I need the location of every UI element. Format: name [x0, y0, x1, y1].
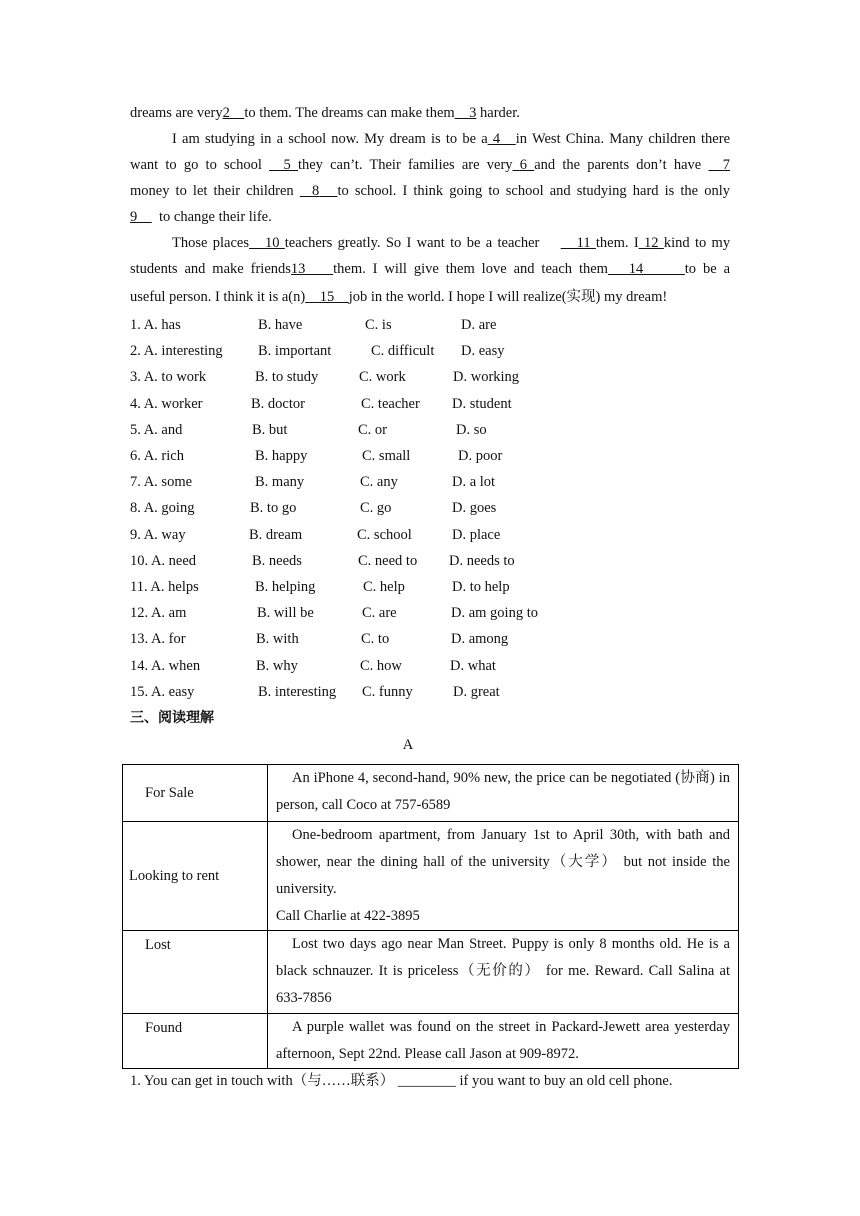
option-d[interactable]: D. place	[452, 526, 501, 543]
option-d[interactable]: D. easy	[461, 343, 505, 360]
option-d[interactable]: D. poor	[458, 448, 503, 464]
passage-text: harder.	[476, 105, 520, 121]
blank-10: 10	[264, 235, 280, 251]
blank-12: 12	[644, 235, 659, 251]
option-b[interactable]: B. to study	[255, 369, 319, 386]
blank-2: 2	[222, 105, 230, 121]
option-a[interactable]: 8. A. going	[130, 500, 195, 517]
blank-7: 7	[722, 157, 731, 173]
option-c[interactable]: C. any	[360, 474, 398, 491]
option-d[interactable]: D. goes	[452, 500, 497, 517]
ads-table	[122, 764, 739, 1069]
option-c[interactable]: C. go	[360, 500, 392, 517]
option-c[interactable]: C. how	[360, 657, 402, 674]
passage-line	[130, 100, 730, 126]
option-c[interactable]: C. or	[358, 421, 387, 438]
option-d[interactable]: D. am going to	[451, 605, 538, 622]
option-a[interactable]: 6. A. rich	[130, 448, 184, 464]
table-row	[123, 931, 739, 1014]
ad-category: For Sale	[123, 765, 268, 822]
passage-line: Those places 10 teachers greatly. So I want to be a teacher 11 them. I 12 kind to my	[172, 235, 731, 251]
option-a[interactable]: 2. A. interesting	[130, 343, 223, 360]
option-a[interactable]: 7. A. some	[130, 474, 193, 491]
option-b[interactable]: B. doctor	[251, 395, 305, 412]
passage-line: I am studying in a school now. My dream is to be a 4 in West China. Many children there	[172, 131, 731, 147]
ad-category: Looking to rent	[123, 822, 268, 931]
option-d[interactable]: D. student	[452, 395, 512, 412]
option-c[interactable]: C. difficult	[371, 343, 435, 360]
passage-text: to them. The dreams can make them	[244, 105, 455, 121]
table-row	[123, 822, 739, 931]
option-a[interactable]: 13. A. for	[130, 631, 186, 648]
option-b[interactable]: B. why	[256, 657, 298, 674]
option-a[interactable]: 12. A. am	[130, 605, 187, 622]
section-heading: 三、阅读理解	[130, 710, 214, 726]
option-b[interactable]: B. but	[252, 421, 288, 438]
option-b[interactable]: B. happy	[255, 448, 308, 464]
blank-8: 8	[311, 183, 320, 199]
ad-category: Found	[123, 1014, 268, 1069]
ad-description: Lost two days ago near Man Street. Puppy is only 8 months old. He is a black schnauzer. It is priceless（无价的） for me. Reward. Call Salina at 633-7856	[268, 931, 739, 1014]
option-a[interactable]: 1. A. has	[130, 317, 181, 333]
table-row	[123, 1014, 739, 1069]
option-d[interactable]: D. a lot	[452, 474, 496, 491]
option-c[interactable]: C. funny	[362, 683, 413, 700]
option-b[interactable]: B. needs	[252, 552, 302, 569]
option-b[interactable]: B. important	[258, 343, 332, 360]
option-c[interactable]: C. to	[361, 631, 390, 648]
option-a[interactable]: 5. A. and	[130, 421, 183, 438]
option-d[interactable]: D. so	[456, 421, 487, 438]
option-a[interactable]: 3. A. to work	[130, 369, 207, 386]
option-b[interactable]: B. helping	[255, 579, 316, 595]
blank-13: 13	[290, 261, 306, 277]
blank-11: 11	[576, 235, 591, 251]
blank-9: 9	[130, 209, 138, 225]
blank-4: 4	[492, 131, 501, 147]
ad-description: An iPhone 4, second-hand, 90% new, the price can be negotiated (协商) in person, call Coco at 757-6589	[268, 765, 739, 822]
option-a[interactable]: 14. A. when	[130, 657, 201, 674]
option-d[interactable]: D. needs to	[449, 552, 515, 569]
blank-6: 6	[519, 157, 527, 173]
option-d[interactable]: D. great	[453, 683, 500, 700]
option-b[interactable]: B. with	[256, 631, 299, 648]
ad-category: Lost	[123, 931, 268, 1014]
option-a[interactable]: 11. A. helps	[130, 579, 199, 595]
blank-15: 15	[319, 289, 335, 305]
option-a[interactable]: 9. A. way	[130, 526, 186, 543]
reading-question-1: 1. You can get in touch with（与……联系） ________ if you want to buy an old cell phone.	[130, 1073, 673, 1089]
option-d[interactable]: D. are	[461, 317, 497, 333]
passage-line: want to go to school 5 they can’t. Their families are very 6 and the parents don’t have 7	[130, 157, 731, 173]
option-b[interactable]: B. have	[258, 317, 303, 333]
option-c[interactable]: C. help	[363, 579, 405, 595]
passage-line: students and make friends13 them. I will give them love and teach them 14 to be a	[130, 261, 731, 277]
option-c[interactable]: C. school	[357, 526, 412, 543]
option-a[interactable]: 15. A. easy	[130, 683, 195, 700]
option-a[interactable]: 4. A. worker	[130, 395, 203, 412]
passage-line: money to let their children 8 to school. I think going to school and studying hard is the only	[130, 183, 730, 199]
option-d[interactable]: D. to help	[452, 579, 510, 595]
option-b[interactable]: B. will be	[257, 605, 314, 622]
option-b[interactable]: B. interesting	[258, 683, 337, 700]
option-c[interactable]: C. small	[362, 448, 411, 464]
option-c[interactable]: C. work	[359, 369, 406, 386]
ad-description: One-bedroom apartment, from January 1st to April 30th, with bath and shower, near the dining hall of the university（大学） but not inside the university. Call Charlie at 422-3895	[268, 822, 739, 931]
option-c[interactable]: C. are	[362, 605, 397, 622]
option-d[interactable]: D. working	[453, 369, 520, 386]
answer-blank: ________	[397, 1073, 456, 1089]
passage-line: useful person. I think it is a(n) 15 job in the world. I hope I will realize(实现) my dream!	[130, 289, 668, 305]
option-b[interactable]: B. many	[255, 474, 305, 491]
passage-title: A	[402, 737, 414, 753]
option-d[interactable]: D. what	[450, 657, 496, 674]
table-row	[123, 765, 739, 822]
option-b[interactable]: B. dream	[249, 526, 303, 543]
option-d[interactable]: D. among	[451, 631, 509, 648]
blank-5: 5	[283, 157, 291, 173]
blank-14: 14	[628, 261, 644, 277]
option-c[interactable]: C. teacher	[361, 395, 420, 412]
passage-text: dreams are very	[130, 105, 223, 121]
option-b[interactable]: B. to go	[250, 500, 297, 517]
passage-line: 9 to change their life.	[130, 209, 272, 225]
blank-3: 3	[469, 105, 477, 121]
option-a[interactable]: 10. A. need	[130, 552, 197, 569]
ad-description: A purple wallet was found on the street in Packard-Jewett area yesterday afternoon, Sept 22nd. Please call Jason at 909-8972.	[268, 1014, 739, 1069]
option-c[interactable]: C. is	[365, 317, 392, 333]
option-c[interactable]: C. need to	[358, 552, 418, 569]
